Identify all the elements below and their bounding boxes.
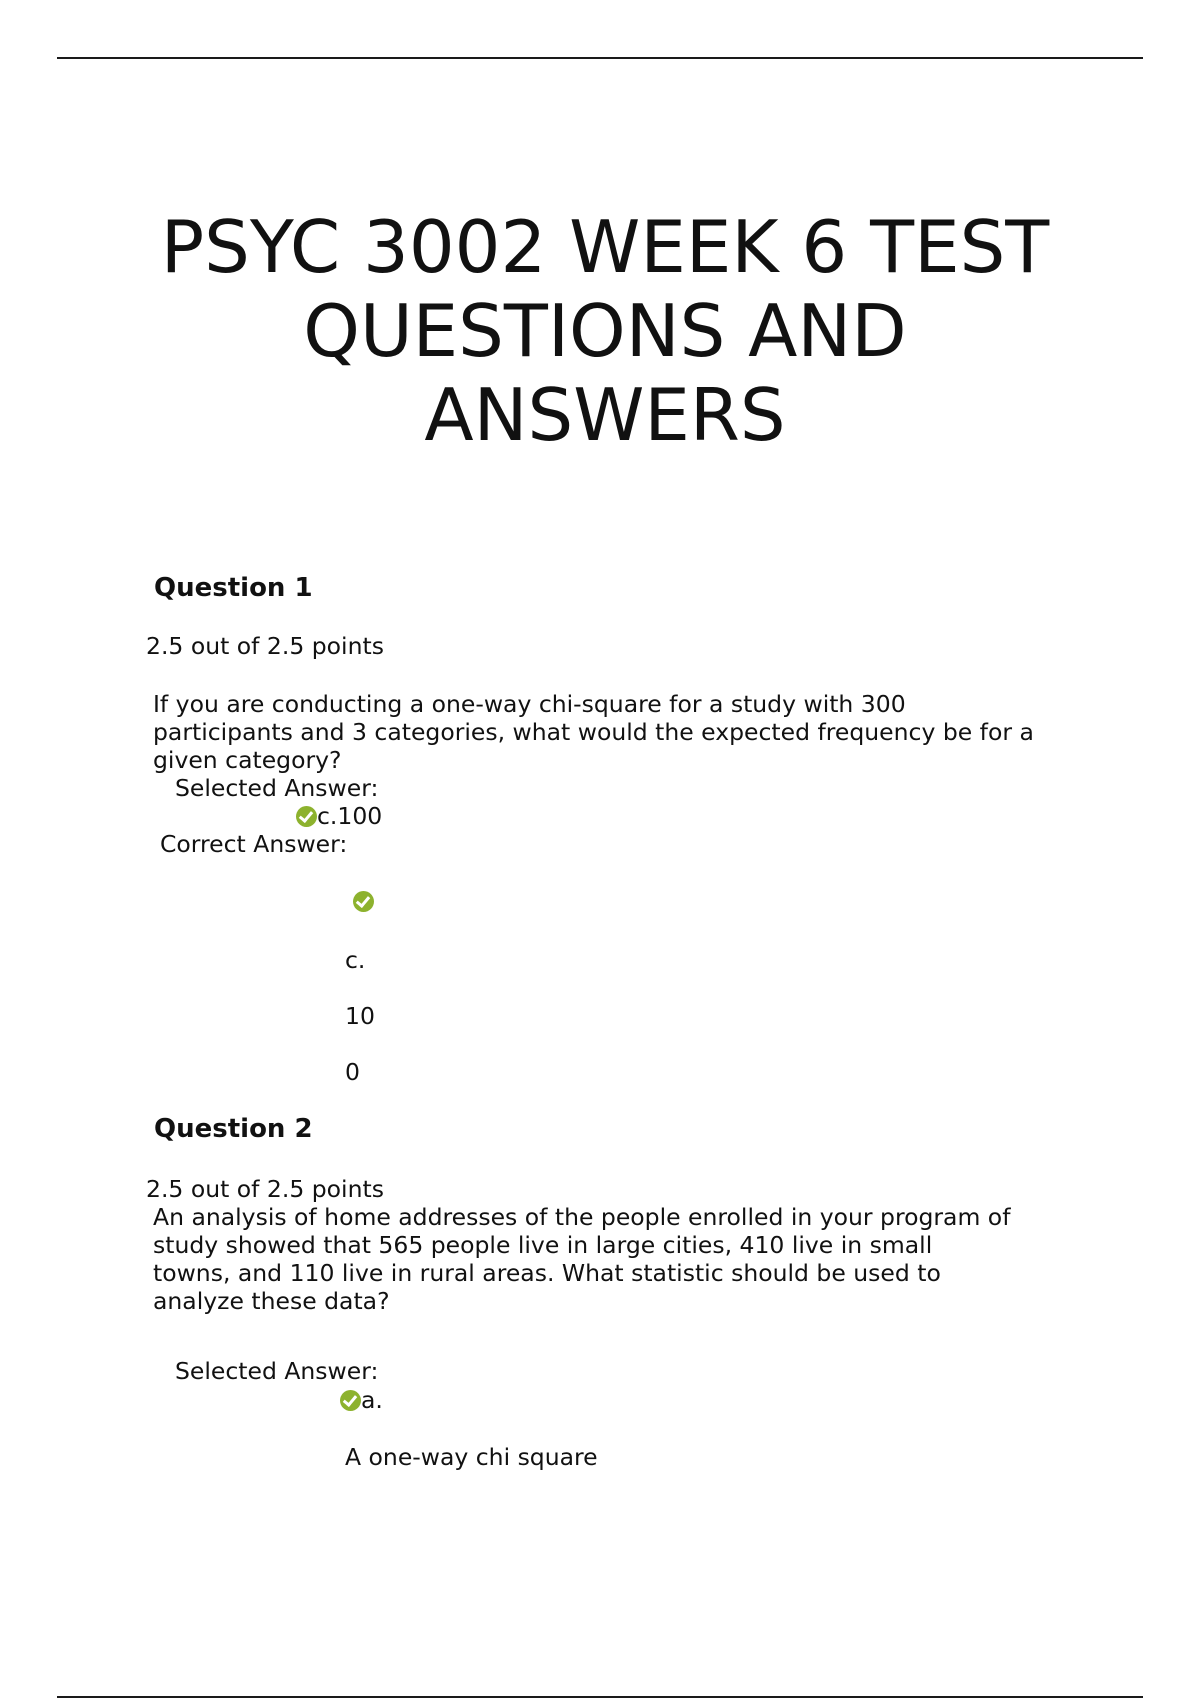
question-2-selected-answer-detail: A one-way chi square [345, 1443, 598, 1471]
title-line: PSYC 3002 WEEK 6 TEST [160, 205, 1050, 289]
question-1-correct-answer-part: 0 [345, 1058, 360, 1086]
question-1-correct-label: Correct Answer: [160, 830, 348, 858]
question-2-selected-label: Selected Answer: [175, 1357, 379, 1385]
prompt-line: participants and 3 categories, what would the expected frequency be for a [153, 718, 1034, 746]
title-line: ANSWERS [424, 373, 786, 457]
bottom-rule [57, 1696, 1143, 1698]
question-2-heading: Question 2 [154, 1114, 313, 1144]
prompt-line: analyze these data? [153, 1287, 390, 1315]
question-2-selected-answer [340, 1386, 383, 1414]
question-1-selected-answer [296, 802, 382, 830]
check-circle-icon [296, 806, 317, 827]
title-line: QUESTIONS AND [303, 289, 907, 373]
question-1-correct-answer-part: 10 [345, 1002, 375, 1030]
question-1-correct-answer-letter: c. [345, 946, 366, 974]
prompt-line: given category? [153, 746, 342, 774]
prompt-line: towns, and 110 live in rural areas. What statistic should be used to [153, 1259, 941, 1287]
question-1-selected-label: Selected Answer: [175, 774, 379, 802]
top-rule [57, 57, 1143, 59]
prompt-line: If you are conducting a one-way chi-square for a study with 300 [153, 690, 906, 718]
check-circle-icon [353, 891, 374, 912]
selected-answer-text: c.100 [317, 802, 383, 830]
question-1-points: 2.5 out of 2.5 points [146, 632, 384, 660]
selected-answer-text: a. [361, 1386, 383, 1414]
question-2-prompt [153, 1203, 1073, 1315]
prompt-line: study showed that 565 people live in large cities, 410 live in small [153, 1231, 933, 1259]
check-circle-icon [340, 1390, 361, 1411]
document-title [100, 205, 1110, 457]
question-1-heading: Question 1 [154, 573, 313, 603]
prompt-line: An analysis of home addresses of the people enrolled in your program of [153, 1203, 1011, 1231]
question-2-points: 2.5 out of 2.5 points [146, 1175, 384, 1203]
question-1-prompt [153, 690, 1073, 774]
